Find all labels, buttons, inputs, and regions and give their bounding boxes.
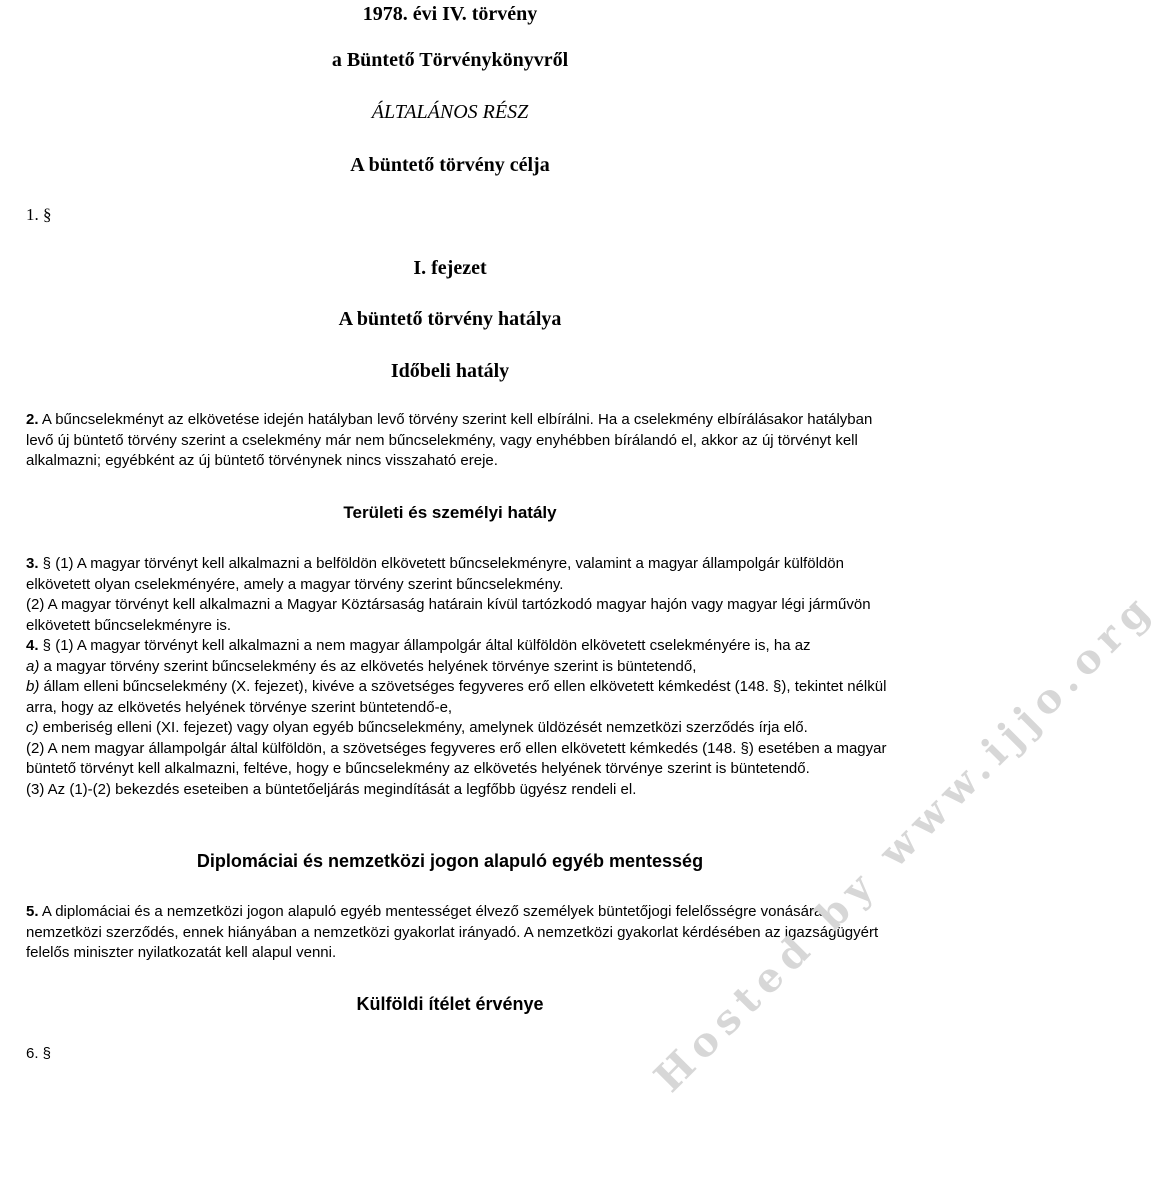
- section-3-para-1: § (1) A magyar törvényt kell alkalmazni a belföldön elkövetett bűncselekményre, valamint a magyar állampolgár külföldön elkövetett olyan cselekményére, amely a magyar törvény szerint bűncselekmény.: [26, 555, 844, 593]
- part-heading: ÁLTALÁNOS RÉSZ: [371, 101, 529, 123]
- section-4-number: 4.: [26, 637, 39, 654]
- section-2: [4, 410, 900, 472]
- section-2-number: 2.: [26, 411, 39, 428]
- section-1: 1. §: [26, 205, 52, 224]
- section-4-para-1: § (1) A magyar törvényt kell alkalmazni a nem magyar állampolgár által külföldön elkövetett cselekményére is, ha az: [38, 637, 811, 654]
- law-subtitle: a Büntető Törvénykönyvről: [331, 49, 569, 71]
- temporal-heading: Időbeli hatály: [390, 360, 510, 382]
- territorial-heading: Területi és személyi hatály: [343, 503, 557, 522]
- section-4-item-b: állam elleni bűncselekmény (X. fejezet), kivéve a szövetséges fegyveres erő ellen elkövetett kémkedést (148. §), tekintet nélkül arra, hogy az elkövetés helyének törvénye szerint büntetendő-e,: [26, 678, 887, 716]
- section-4-item-a-label: a): [26, 657, 40, 675]
- section-4-para-3: (3) Az (1)-(2) bekezdés eseteiben a büntetőeljárás megindítását a legfőbb ügyész rendeli el.: [26, 780, 637, 798]
- section-4: [4, 636, 900, 800]
- section-4-item-b-label: b): [26, 678, 40, 695]
- section-3: [4, 554, 900, 636]
- section-5-number: 5.: [26, 903, 39, 920]
- section-3-para-2: (2) A magyar törvényt kell alkalmazni a Magyar Köztársaság határain kívül tartózkodó magyar hajón vagy magyar légi járművön elkövetett bűncselekményre is.: [26, 596, 871, 634]
- section-3-number: 3.: [26, 555, 39, 572]
- section-4-item-c: emberiség elleni (XI. fejezet) vagy olyan egyéb bűncselekmény, amelynek üldözését nemzetközi szerződés írja elő.: [38, 719, 808, 736]
- section-4-item-a: a magyar törvény szerint bűncselekmény és az elkövetés helyének törvénye szerint is büntetendő,: [39, 657, 697, 675]
- chapter-title: A büntető törvény hatálya: [338, 308, 562, 330]
- section-2-text: A bűncselekményt az elkövetése idején hatályban levő törvény szerint kell elbírálni. Ha a cselekmény elbírálásakor hatályban levő új büntető törvény szerint a cselekmény már nem bűncselekmény, vagy enyhébben bírálandó el, akkor az új törvényt kell alkalmazni; egyébként az új büntető törvénynek nincs visszaható ereje.: [26, 411, 873, 469]
- section-4-para-2: (2) A nem magyar állampolgár által külföldön, a szövetséges fegyveres erő ellen elkövetett kémkedés (148. §) esetében a magyar büntető törvényt kell alkalmazni, feltéve, hogy e bűncselekmény az elkövetés helyének törvénye szerint is büntetendő.: [26, 739, 887, 777]
- foreign-judgment-heading: Külföldi ítélet érvénye: [356, 994, 544, 1014]
- law-title: 1978. évi IV. törvény: [362, 3, 538, 25]
- section-6: 6. §: [26, 1045, 52, 1062]
- watermark: Hosted by www.ijjo.org: [645, 582, 1164, 1102]
- section-4-item-c-label: c): [26, 719, 39, 736]
- diplomatic-heading: Diplomáciai és nemzetközi jogon alapuló egyéb mentesség: [196, 851, 704, 871]
- purpose-heading: A büntető törvény célja: [350, 154, 550, 176]
- section-5-text: A diplomáciai és a nemzetközi jogon alapuló egyéb mentességet élvező személyek büntetőjogi felelősségre vonására nemzetközi szerződés, ennek hiányában a nemzetközi gyakorlat irányadó. A nemzetközi gyakorlat kérdésében az igazságügyért felelős miniszter nyilatkozatát kell alapul venni.: [26, 903, 879, 961]
- chapter-number: I. fejezet: [413, 257, 487, 279]
